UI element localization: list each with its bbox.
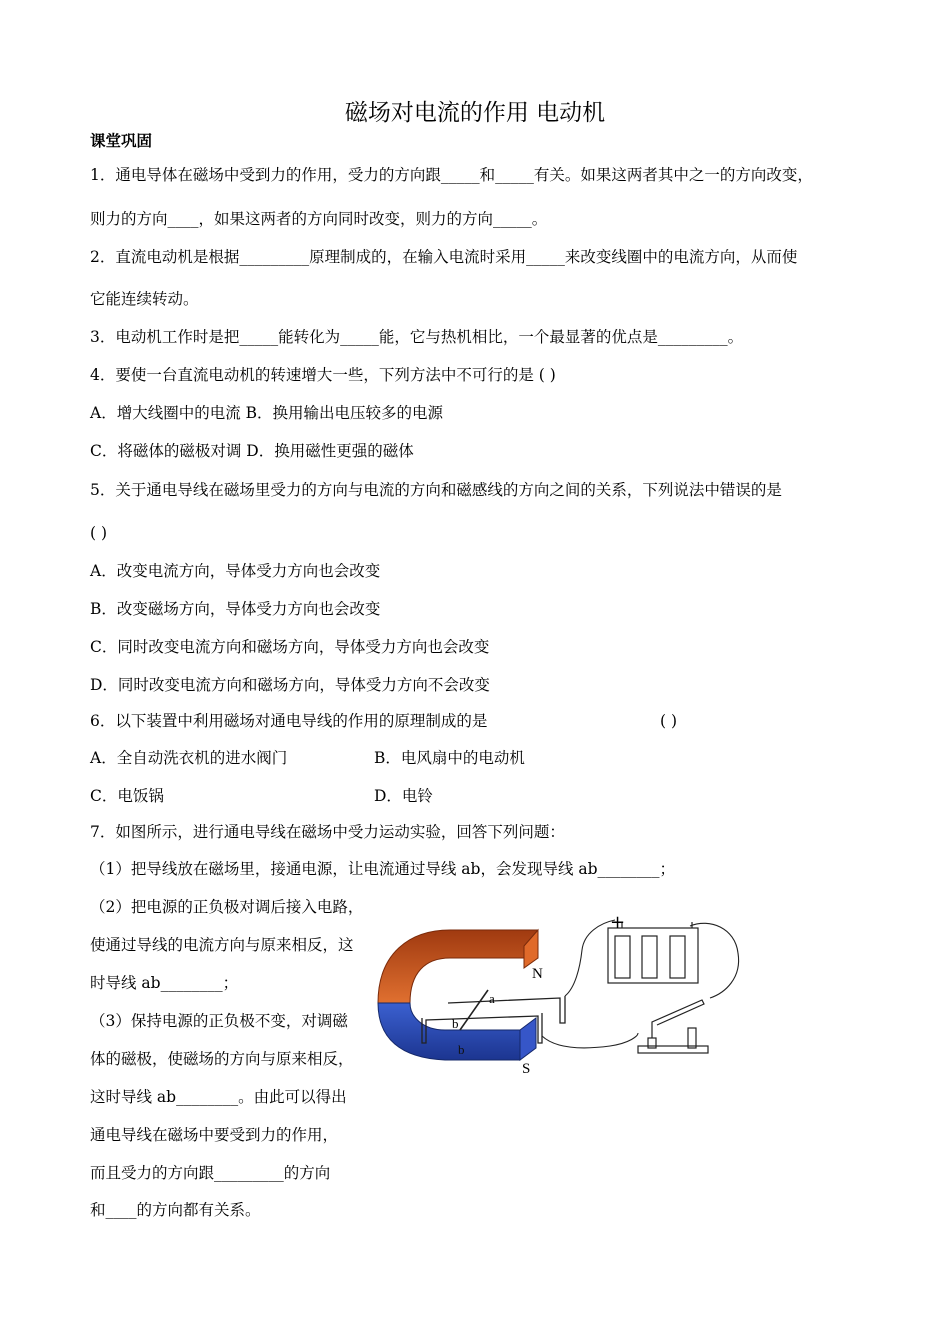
q1-line2: 则力的方向____，如果这两者的方向同时改变，则力的方向_____。 <box>90 210 548 228</box>
q7-part3-line5: 而且受力的方向跟_________的方向 <box>90 1164 331 1182</box>
section-heading: 课堂巩固 <box>90 132 153 150</box>
q7-part1: （1）把导线放在磁场里，接通电源，让电流通过导线 ab，会发现导线 ab________； <box>90 860 676 878</box>
q6-option-d: D．电铃 <box>374 787 433 805</box>
q5-option-b: B．改变磁场方向，导体受力方向也会改变 <box>90 600 381 618</box>
label-n: N <box>532 966 543 982</box>
q4-options-ab: A．增大线圈中的电流 B．换用输出电压较多的电源 <box>90 404 444 422</box>
q3-line: 3．电动机工作时是把_____能转化为_____能，它与热机相比，一个最显著的优点是_________。 <box>90 328 744 346</box>
q6-option-a: A．全自动洗衣机的进水阀门 <box>90 749 288 767</box>
magnet-top-arm <box>378 930 538 1003</box>
q7-part3-line2: 体的磁极，使磁场的方向与原来相反， <box>90 1050 354 1068</box>
q6-paren: ( ) <box>660 712 678 730</box>
q6-option-b: B．电风扇中的电动机 <box>374 749 525 767</box>
q5-option-d: D．同时改变电流方向和磁场方向，导体受力方向不会改变 <box>90 676 490 694</box>
magnet-bottom-arm <box>378 1003 520 1060</box>
q5-option-c: C．同时改变电流方向和磁场方向，导体受力方向也会改变 <box>90 638 490 656</box>
magnet <box>378 930 538 1060</box>
q4-options-cd: C．将磁体的磁极对调 D．换用磁性更强的磁体 <box>90 442 414 460</box>
q7-part3-line4: 通电导线在磁场中要受到力的作用， <box>90 1126 339 1144</box>
label-s: S <box>522 1061 531 1077</box>
label-b-upper: b <box>452 1016 459 1031</box>
q1-line1: 1．通电导体在磁场中受到力的作用，受力的方向跟_____和_____有关。如果这两者其中之一的方向改变， <box>90 166 813 184</box>
page-title: 磁场对电流的作用 电动机 <box>344 100 606 126</box>
q5-option-a: A．改变电流方向，导体受力方向也会改变 <box>90 562 381 580</box>
q7-part2-line2: 使通过导线的电流方向与原来相反，这 <box>90 936 354 954</box>
q5-stem: 5．关于通电导线在磁场里受力的方向与电流的方向和磁感线的方向之间的关系，下列说法中错误的是 <box>90 481 782 499</box>
q7-part3-line1: （3）保持电源的正负极不变，对调磁 <box>90 1012 348 1030</box>
q6-stem: 6．以下装置中利用磁场对通电导线的作用的原理制成的是 <box>90 712 488 730</box>
q6-option-c: C．电饭锅 <box>90 787 164 805</box>
q7-part2-line1: （2）把电源的正负极对调后接入电路， <box>90 898 364 916</box>
q5-paren: ( ) <box>90 524 108 542</box>
q4-stem: 4．要使一台直流电动机的转速增大一些，下列方法中不可行的是 ( ) <box>90 366 556 384</box>
label-b-lower: b <box>458 1042 465 1057</box>
q7-part3-line6: 和____的方向都有关系。 <box>90 1201 261 1219</box>
switch <box>638 1000 708 1053</box>
q7-stem: 7．如图所示，进行通电导线在磁场中受力运动实验，回答下列问题： <box>90 823 565 841</box>
q2-line1: 2．直流电动机是根据_________原理制成的，在输入电流时采用_____来改变线圈中的电流方向，从而使 <box>90 248 798 266</box>
wires <box>542 920 739 1048</box>
label-plus: + <box>610 912 626 933</box>
q2-line2: 它能连续转动。 <box>90 290 199 308</box>
conductor-ab <box>460 990 488 1030</box>
label-a: a <box>489 991 495 1006</box>
experiment-figure <box>370 908 750 1083</box>
q7-part3-line3: 这时导线 ab________。由此可以得出 <box>90 1088 347 1106</box>
q7-part2-line3: 时导线 ab________； <box>90 974 239 992</box>
